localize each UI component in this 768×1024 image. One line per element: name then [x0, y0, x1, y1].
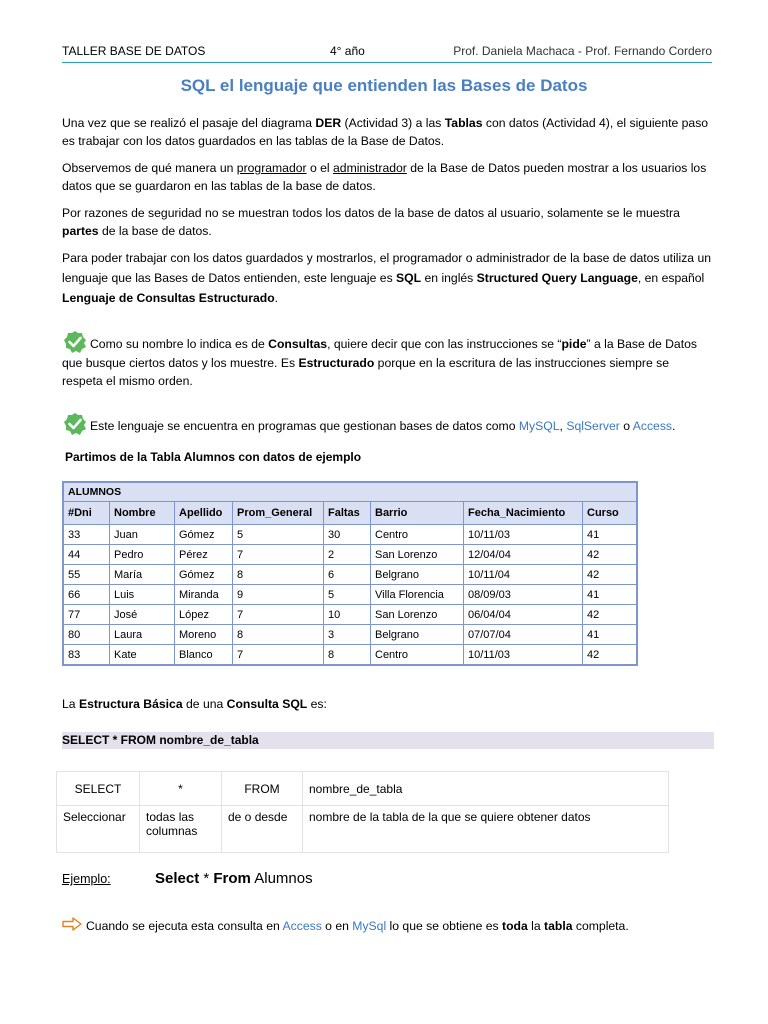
table-cell: Blanco — [175, 645, 233, 666]
sql-syntax-bar: SELECT * FROM nombre_de_tabla — [62, 732, 714, 749]
paragraph-result: Cuando se ejecuta esta consulta en Access o en MySql lo que se obtiene es toda la tabla completa. — [62, 917, 629, 933]
table-cell: 41 — [583, 525, 638, 545]
table-caption: ALUMNOS — [63, 482, 637, 502]
table-cell: 7 — [233, 545, 324, 565]
table-cell: Gómez — [175, 565, 233, 585]
access-link[interactable]: Access — [632, 419, 673, 433]
table-cell: 10/11/03 — [464, 645, 583, 666]
table-intro-heading: Partimos de la Tabla Alumnos con datos de ejemplo — [65, 450, 362, 464]
table-cell: Belgrano — [371, 625, 464, 645]
table-cell: 8 — [233, 625, 324, 645]
alumnos-table — [62, 481, 638, 666]
table-row — [63, 605, 637, 625]
table-cell: Pérez — [175, 545, 233, 565]
structure-keyword: * — [140, 772, 222, 806]
table-cell: Juan — [110, 525, 175, 545]
table-cell: 77 — [63, 605, 110, 625]
table-cell: Luis — [110, 585, 175, 605]
paragraph-observe: Observemos de qué manera un programador o el administrador de la Base de Datos pueden mostrar a los usuarios los datos que se guardaron en las tablas de la base de datos. — [62, 161, 707, 193]
structure-meaning-row — [57, 806, 669, 853]
sql-structure-table — [56, 771, 669, 853]
table-cell: San Lorenzo — [371, 605, 464, 625]
paragraph-programs: Este lenguaje se encuentra en programas que gestionan bases de datos como MySQL, SqlServer o Access. — [62, 412, 712, 436]
table-caption-row — [63, 482, 637, 502]
structure-meaning: de o desde — [222, 806, 303, 853]
checkmark-badge-icon — [62, 412, 88, 436]
table-cell: Gómez — [175, 525, 233, 545]
table-row — [63, 585, 637, 605]
table-cell: 42 — [583, 545, 638, 565]
structure-keyword: SELECT — [57, 772, 140, 806]
column-header: Prom_General — [233, 502, 324, 525]
structure-meaning: Seleccionar — [57, 806, 140, 853]
table-cell: 9 — [233, 585, 324, 605]
table-cell: 42 — [583, 605, 638, 625]
table-cell: Centro — [371, 645, 464, 666]
table-cell: 3 — [324, 625, 371, 645]
table-cell: Centro — [371, 525, 464, 545]
paragraph-sql-language: Para poder trabajar con los datos guardados y mostrarlos, el programador o administrador de la base de datos utiliza un lenguaje que las Bases de Datos entienden, este lenguaje es SQL en inglés Structured Query Language, en español Lenguaje de Consultas Estructurado. — [62, 251, 712, 305]
table-row — [63, 545, 637, 565]
table-cell: San Lorenzo — [371, 545, 464, 565]
header-year: 4° año — [330, 44, 365, 58]
structure-keywords-row — [57, 772, 669, 806]
column-header: #Dni — [63, 502, 110, 525]
paragraph-intro: Una vez que se realizó el pasaje del diagrama DER (Actividad 3) a las Tablas con datos (Actividad 4), el siguiente paso es trabajar con los datos guardados en las tablas de la Base de Datos. — [62, 116, 709, 148]
paragraph-consultas: Como su nombre lo indica es de Consultas, quiere decir que con las instrucciones se “pide” a la Base de Datos que busque ciertos datos y los muestre. Es Estructurado porque en la escritura de las instrucciones siempre se respeta el mismo orden. — [62, 330, 712, 390]
mysql-link[interactable]: MySQL — [518, 419, 560, 433]
column-header: Barrio — [371, 502, 464, 525]
header-course: TALLER BASE DE DATOS — [62, 44, 206, 58]
structure-keyword: FROM — [222, 772, 303, 806]
table-cell: 5 — [324, 585, 371, 605]
table-cell: 10/11/03 — [464, 525, 583, 545]
estructura-intro: La Estructura Básica de una Consulta SQL es: — [62, 697, 327, 711]
table-cell: 42 — [583, 645, 638, 666]
structure-meaning: todas las columnas — [140, 806, 222, 853]
arrow-right-icon — [62, 917, 82, 931]
table-cell: Laura — [110, 625, 175, 645]
structure-keyword: nombre_de_tabla — [303, 772, 669, 806]
table-cell: Belgrano — [371, 565, 464, 585]
table-row — [63, 525, 637, 545]
table-cell: 7 — [233, 605, 324, 625]
table-cell: 80 — [63, 625, 110, 645]
table-cell: 41 — [583, 625, 638, 645]
column-header: Nombre — [110, 502, 175, 525]
table-header-row — [63, 502, 637, 525]
header-teachers: Prof. Daniela Machaca - Prof. Fernando Cordero — [453, 44, 712, 58]
table-cell: 08/09/03 — [464, 585, 583, 605]
table-cell: 33 — [63, 525, 110, 545]
paragraph-security: Por razones de seguridad no se muestran todos los datos de la base de datos al usuario, solamente se le muestra partes de la base de datos. — [62, 206, 680, 238]
page-header — [62, 44, 712, 63]
table-cell: 07/07/04 — [464, 625, 583, 645]
table-cell: Miranda — [175, 585, 233, 605]
sqlserver-link[interactable]: SqlServer — [566, 419, 620, 433]
table-row — [63, 645, 637, 666]
table-cell: 10 — [324, 605, 371, 625]
table-row — [63, 565, 637, 585]
table-cell: 12/04/04 — [464, 545, 583, 565]
table-cell: López — [175, 605, 233, 625]
access-link[interactable]: Access — [282, 919, 322, 933]
example-label: Ejemplo: — [62, 872, 111, 886]
table-cell: 55 — [63, 565, 110, 585]
mysql-link[interactable]: MySql — [352, 919, 387, 933]
table-cell: 7 — [233, 645, 324, 666]
table-cell: José — [110, 605, 175, 625]
column-header: Curso — [583, 502, 638, 525]
example-query: Select * From Alumnos — [155, 870, 313, 887]
page-title: SQL el lenguaje que entienden las Bases de Datos — [180, 76, 588, 95]
table-cell: 8 — [233, 565, 324, 585]
table-cell: 44 — [63, 545, 110, 565]
table-row — [63, 625, 637, 645]
table-cell: Kate — [110, 645, 175, 666]
table-cell: María — [110, 565, 175, 585]
table-cell: 42 — [583, 565, 638, 585]
column-header: Apellido — [175, 502, 233, 525]
table-cell: 06/04/04 — [464, 605, 583, 625]
table-cell: 2 — [324, 545, 371, 565]
table-cell: Pedro — [110, 545, 175, 565]
table-cell: Moreno — [175, 625, 233, 645]
table-cell: 6 — [324, 565, 371, 585]
table-cell: 30 — [324, 525, 371, 545]
column-header: Faltas — [324, 502, 371, 525]
column-header: Fecha_Nacimiento — [464, 502, 583, 525]
table-cell: 41 — [583, 585, 638, 605]
table-cell: 5 — [233, 525, 324, 545]
table-cell: 10/11/04 — [464, 565, 583, 585]
table-cell: Villa Florencia — [371, 585, 464, 605]
checkmark-badge-icon — [62, 330, 88, 354]
structure-meaning: nombre de la tabla de la que se quiere obtener datos — [303, 806, 669, 853]
table-cell: 66 — [63, 585, 110, 605]
table-cell: 83 — [63, 645, 110, 666]
table-cell: 8 — [324, 645, 371, 666]
